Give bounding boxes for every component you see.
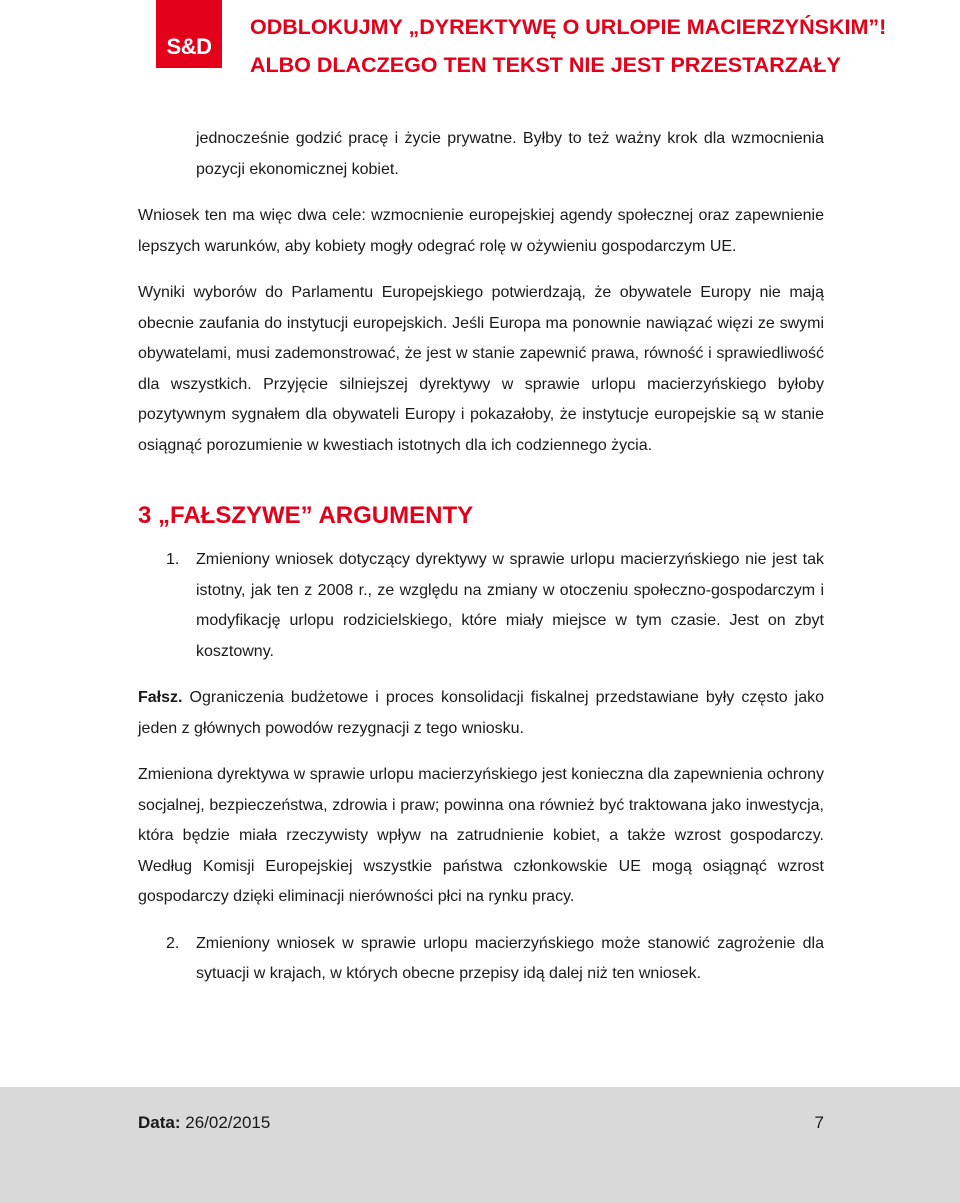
falsz-label: Fałsz. [138,689,183,706]
falsz-text: Ograniczenia budżetowe i proces konsolidacji fiskalnej przedstawiane były często jako jeden z głównych powodów rezygnacji z tego wniosku. [138,689,824,737]
sd-logo [156,0,222,68]
footer-date [138,1113,270,1133]
date-value: 26/02/2015 [180,1113,271,1132]
continuation-paragraph: jednocześnie godzić pracę i życie prywatne. Byłby to też ważny krok dla wzmocnienia pozycji ekonomicznej kobiet. [196,130,824,178]
rebuttal-paragraph [138,683,824,744]
paragraph-goals: Wniosek ten ma więc dwa cele: wzmocnienie europejskiej agendy społecznej oraz zapewnienie lepszych warunków, aby kobiety mogły odegrać rolę w ożywieniu gospodarczym UE. [138,207,824,255]
paragraph-directive-necessity: Zmieniona dyrektywa w sprawie urlopu macierzyńskiego jest konieczna dla zapewnienia ochrony socjalnej, bezpieczeństwa, zdrowia i praw; powinna ona również być traktowana jako inwestycja, która będzie miała rzeczywisty wpływ na zatrudnienie kobiet, a także wzrost gospodarczy. Według Komisji Europejskiej wszystkie państwa członkowskie UE mogą osiągnąć wzrost gospodarczy dzięki eliminacji nierówności płci na rynku pracy. [138,766,824,905]
list-item [138,545,824,667]
list-item-text: Zmieniony wniosek w sprawie urlopu macierzyńskiego może stanowić zagrożenie dla sytuacji w krajach, w których obecne przepisy idą dalej niż ten wniosek. [196,934,824,982]
list-item [138,929,824,990]
list-item-text: Zmieniony wniosek dotyczący dyrektywy w sprawie urlopu macierzyńskiego nie jest tak istotny, jak ten z 2008 r., ze względu na zmiany w otoczeniu społeczno-gospodarczym i modyfikację urlopu rodzicielskiego, które miały miejsce w tym czasie. Jest on zbyt kosztowny. [196,551,824,660]
arguments-list-1 [138,545,824,667]
header-title-line-1: ODBLOKUJMY „DYREKTYWĘ O URLOPIE MACIERZYŃSKIM”! [250,15,887,39]
section-heading: 3 „FAŁSZYWE” ARGUMENTY [138,502,474,529]
page-footer [0,1087,960,1203]
header-title-line-2: ALBO DLACZEGO TEN TEKST NIE JEST PRZESTARZAŁY [250,53,841,77]
page-number: 7 [814,1113,824,1132]
paragraph-elections: Wyniki wyborów do Parlamentu Europejskiego potwierdzają, że obywatele Europy nie mają obecnie zaufania do instytucji europejskich. Jeśli Europa ma ponownie nawiązać więzi ze swymi obywatelami, musi zademonstrować, że jest w stanie zapewnić prawa, równość i sprawiedliwość dla wszystkich. Przyjęcie silniejszej dyrektywy w sprawie urlopu macierzyńskiego byłoby pozytywnym sygnałem dla obywateli Europy i pokazałoby, że instytucje europejskie są w stanie osiągnąć porozumienie w kwestiach istotnych dla ich codziennego życia. [138,284,824,454]
date-label: Data: [138,1113,181,1132]
document-body [138,124,824,990]
list-item-number: 2. [166,934,180,952]
logo-text: S&D [166,34,212,59]
list-item-number: 1. [166,551,180,568]
document-header [250,8,950,84]
arguments-list-2 [138,929,824,990]
